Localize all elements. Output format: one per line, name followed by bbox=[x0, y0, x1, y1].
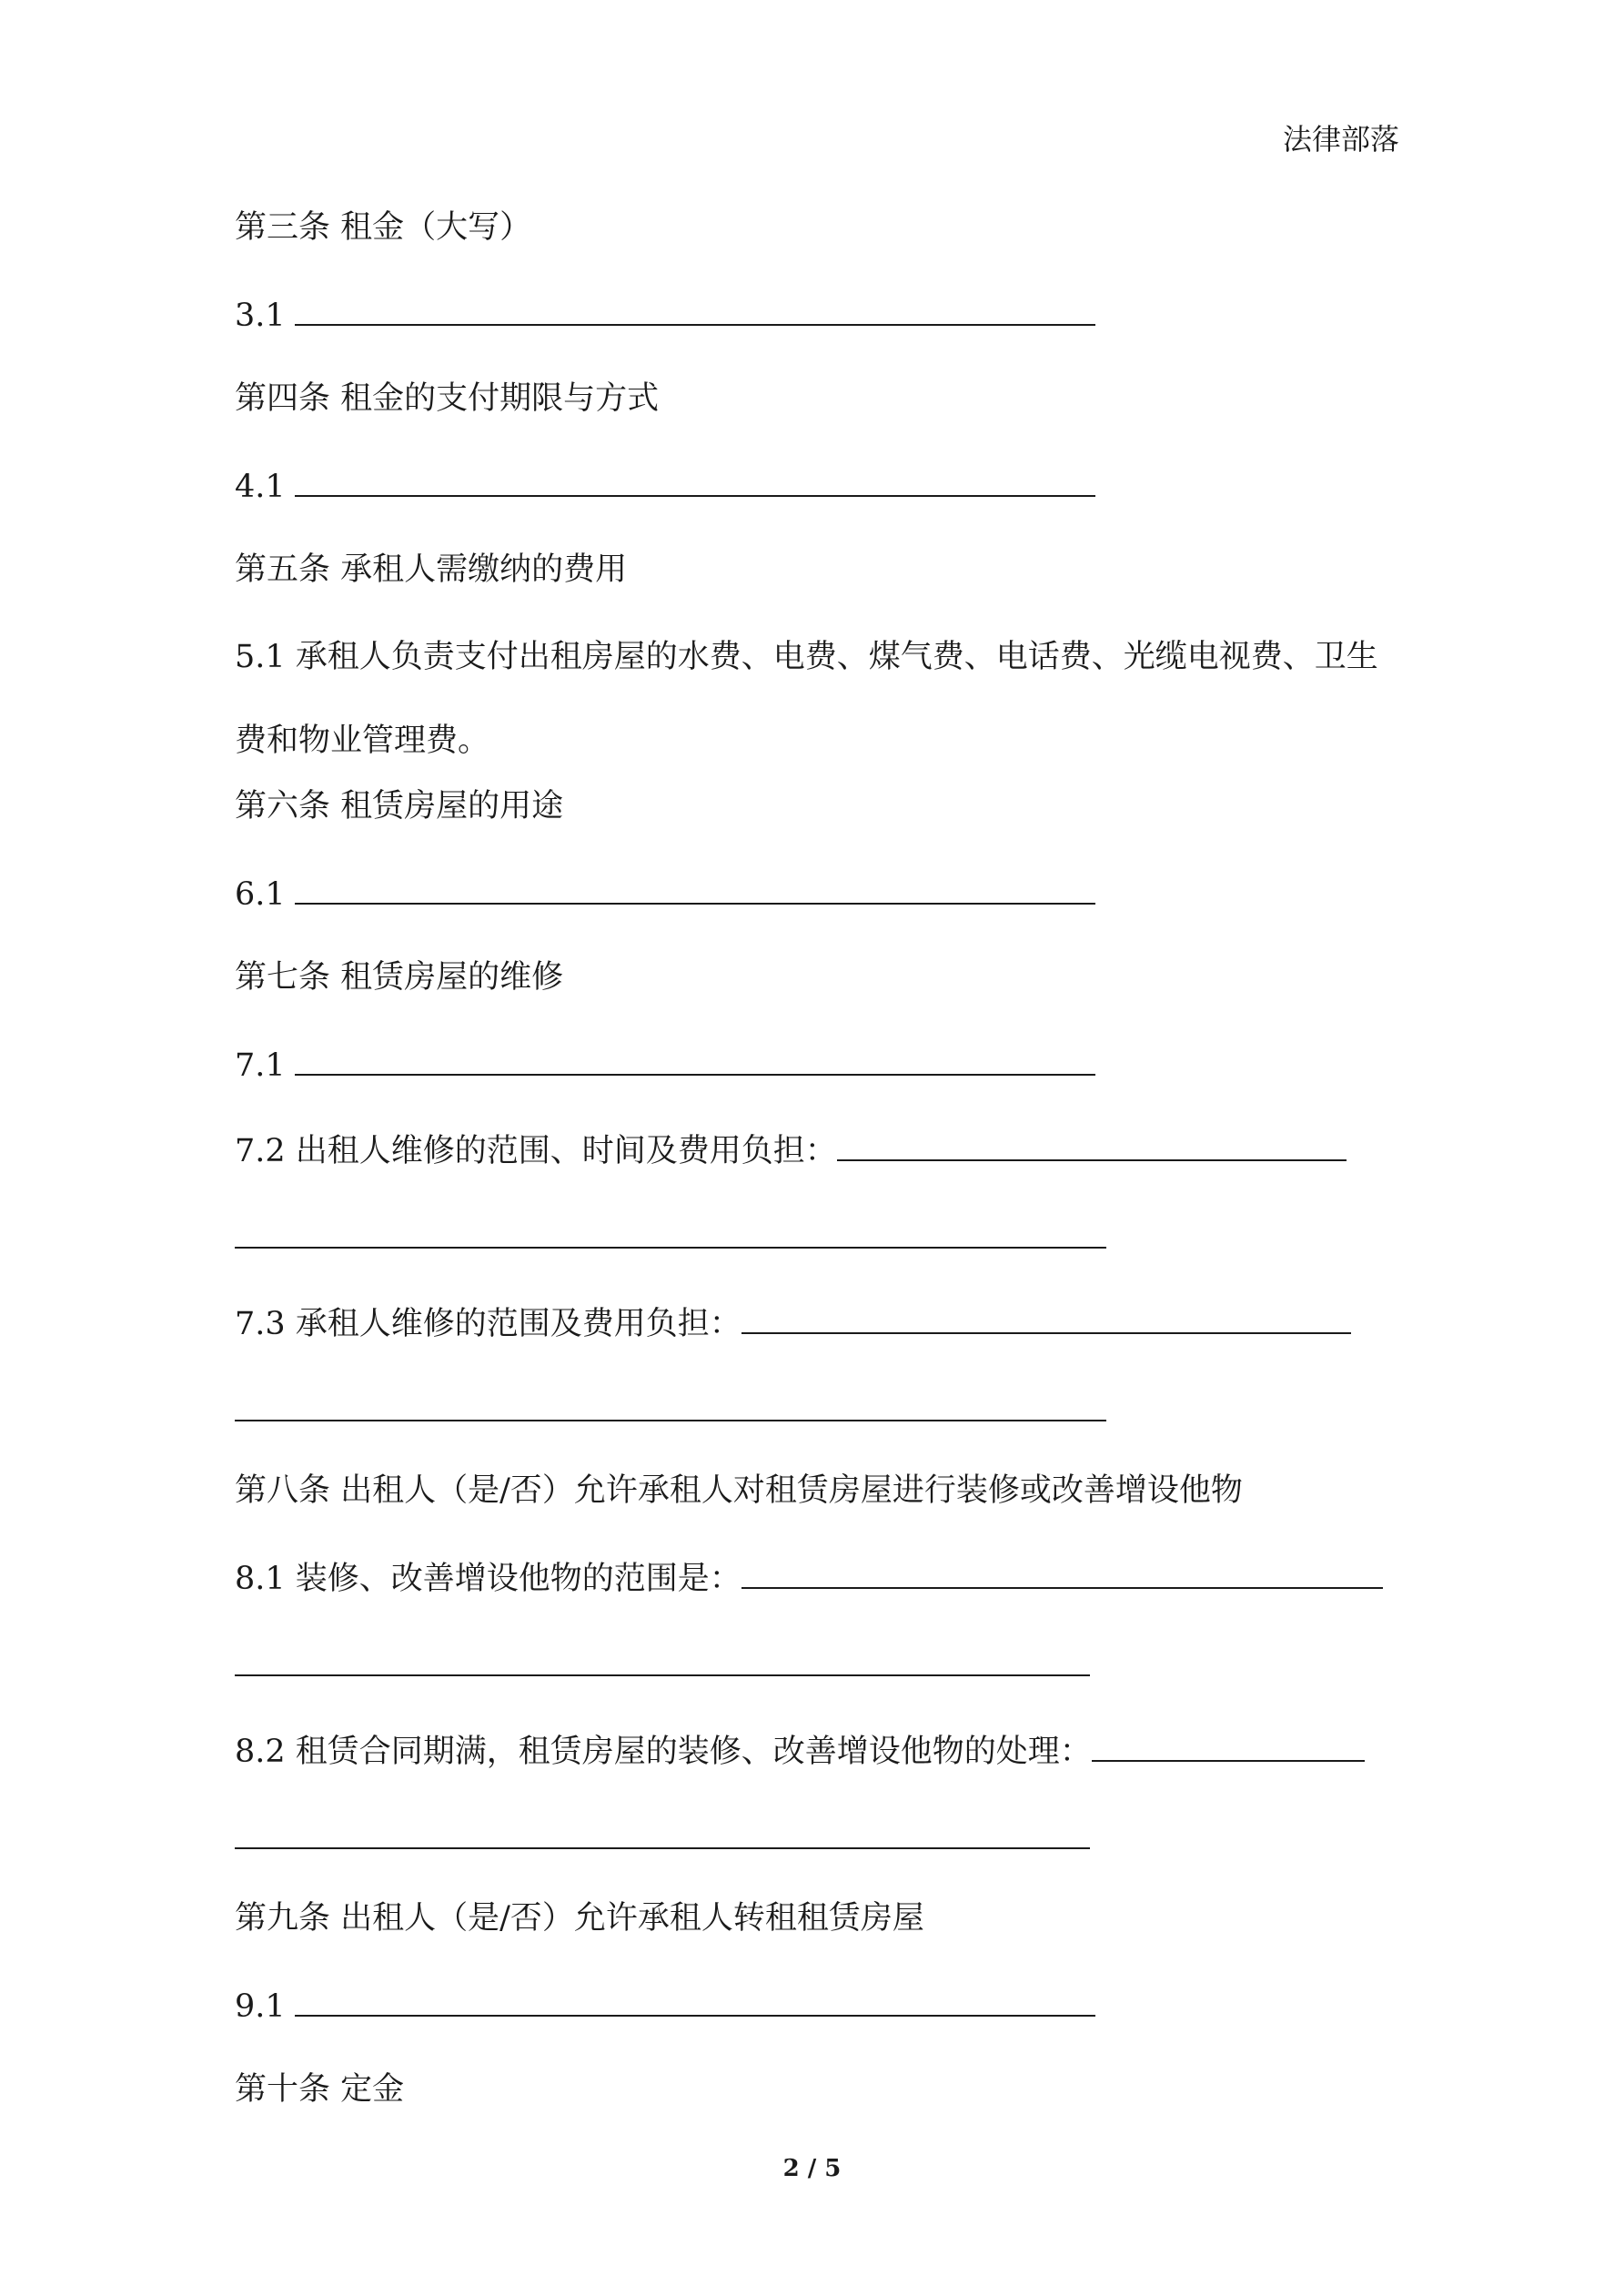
section-10-title: 第十条 定金 bbox=[235, 2071, 405, 2108]
clause-6-1-label: 6.1 bbox=[235, 876, 286, 913]
clause-3-1-label: 3.1 bbox=[235, 298, 286, 334]
clause-4-1 bbox=[235, 462, 1095, 506]
clause-7-3 bbox=[235, 1300, 1351, 1343]
section-7-title: 第七条 租赁房屋的维修 bbox=[235, 959, 564, 996]
clause-7-3-label: 7.3 承租人维修的范围及费用负担： bbox=[235, 1306, 741, 1342]
clause-8-2-label: 8.2 租赁合同期满，租赁房屋的装修、改善增设他物的处理： bbox=[235, 1734, 1092, 1770]
clause-9-1-label: 9.1 bbox=[235, 1988, 286, 2025]
clause-8-2-continuation-line[interactable] bbox=[235, 1847, 1090, 1849]
clause-7-2-blank[interactable] bbox=[837, 1127, 1347, 1161]
clause-7-2-continuation-line[interactable] bbox=[235, 1247, 1106, 1249]
clause-7-2-label: 7.2 出租人维修的范围、时间及费用负担： bbox=[235, 1133, 837, 1169]
clause-4-1-blank[interactable] bbox=[295, 462, 1095, 497]
clause-7-1 bbox=[235, 1041, 1095, 1085]
clause-8-2 bbox=[235, 1727, 1365, 1771]
section-4-title: 第四条 租金的支付期限与方式 bbox=[235, 380, 660, 417]
section-3-title: 第三条 租金（大写） bbox=[235, 209, 532, 246]
clause-3-1-blank[interactable] bbox=[295, 291, 1095, 326]
clause-8-1-label: 8.1 装修、改善增设他物的范围是： bbox=[235, 1561, 741, 1597]
clause-5-1: 5.1 承租人负责支付出租房屋的水费、电费、煤气费、电话费、光缆电视费、卫生费和物业管理费。 bbox=[235, 639, 1378, 759]
clause-7-2 bbox=[235, 1127, 1347, 1170]
clause-8-1-continuation-line[interactable] bbox=[235, 1674, 1090, 1676]
header-brand: 法律部落 bbox=[1283, 122, 1400, 157]
section-6-title: 第六条 租赁房屋的用途 bbox=[235, 788, 564, 824]
clause-6-1 bbox=[235, 870, 1095, 914]
section-9-title: 第九条 出租人（是/否）允许承租人转租租赁房屋 bbox=[235, 1900, 924, 1937]
page-number: 2 / 5 bbox=[782, 2155, 842, 2182]
clause-8-2-blank[interactable] bbox=[1092, 1727, 1365, 1762]
clause-3-1 bbox=[235, 291, 1095, 335]
clause-7-3-continuation-line[interactable] bbox=[235, 1420, 1106, 1421]
clause-7-1-label: 7.1 bbox=[235, 1047, 286, 1084]
clause-4-1-label: 4.1 bbox=[235, 469, 286, 505]
section-5-title: 第五条 承租人需缴纳的费用 bbox=[235, 551, 628, 588]
clause-8-1-blank[interactable] bbox=[741, 1554, 1383, 1589]
clause-6-1-blank[interactable] bbox=[295, 870, 1095, 905]
clause-7-3-blank[interactable] bbox=[741, 1300, 1351, 1334]
clause-9-1-blank[interactable] bbox=[295, 1982, 1095, 2017]
clause-8-1 bbox=[235, 1554, 1383, 1598]
section-8-title: 第八条 出租人（是/否）允许承租人对租赁房屋进行装修或改善增设他物 bbox=[235, 1472, 1243, 1509]
clause-7-1-blank[interactable] bbox=[295, 1041, 1095, 1076]
clause-9-1 bbox=[235, 1982, 1095, 2026]
